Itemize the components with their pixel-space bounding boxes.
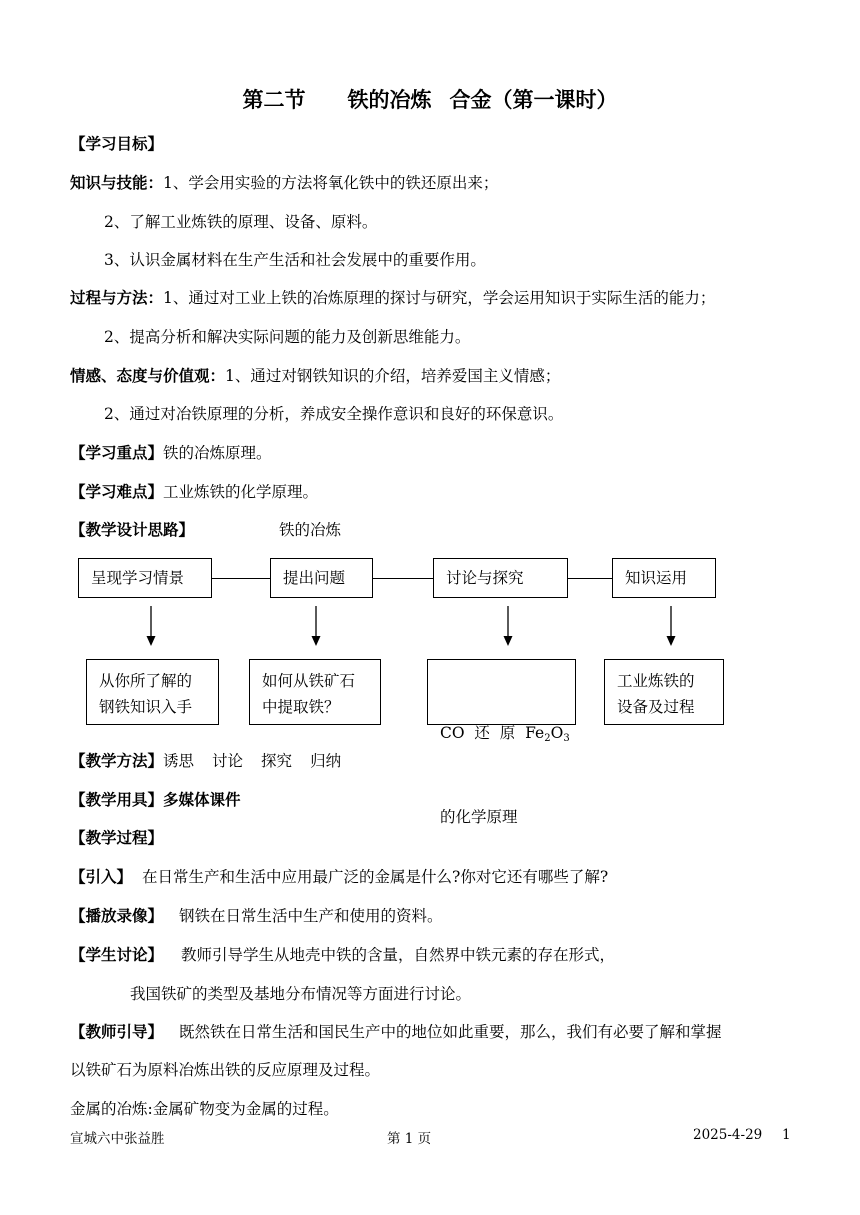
method-item: 讨论: [212, 752, 244, 770]
emotion-item-2: 2、通过对冶铁原理的分析，养成安全操作意识和良好的环保意识。: [104, 405, 564, 423]
title-topic: 铁的冶炼: [347, 88, 432, 112]
connector-line: [372, 578, 434, 579]
guide-text-2: 以铁矿石为原料冶炼出铁的反应原理及过程。: [70, 1061, 381, 1079]
video-line: [70, 904, 443, 926]
footer-date: 2025-4-29: [693, 1127, 763, 1143]
method-item: 诱思: [163, 752, 195, 770]
video-text: 钢铁在日常生活中生产和使用的资料。: [179, 907, 443, 925]
methods-line: [70, 749, 341, 771]
objectives-heading: 【学习目标】: [70, 135, 164, 153]
page-title: [0, 84, 860, 114]
difficulty-text: 工业炼铁的化学原理。: [163, 483, 319, 501]
knowledge-item-1: 1、学会用实验的方法将氧化铁中的铁还原出来；: [163, 174, 499, 192]
methods-label: 【教学方法】: [70, 752, 164, 770]
guide-label: 【教师引导】: [70, 1023, 164, 1041]
process-item-2: 2、提高分析和解决实际问题的能力及创新思维能力。: [104, 328, 471, 346]
video-label: 【播放录像】: [70, 907, 164, 925]
flow-step-discussion: 讨论与探究: [433, 558, 568, 598]
design-line: [70, 518, 194, 540]
process-heading: 【教学过程】: [70, 829, 164, 847]
flow-detail-line: 设备及过程: [617, 698, 695, 716]
flow-detail-knowledge: [86, 659, 219, 725]
flow-detail-principle: [427, 659, 576, 826]
key-point-text: 铁的冶炼原理。: [163, 444, 272, 462]
formula-text: O: [550, 724, 564, 742]
formula-subscript: 3: [563, 733, 570, 744]
title-subtopic: 合金（第一课时）: [449, 88, 618, 112]
discussion-text-1: 教师引导学生从地壳中铁的含量，自然界中铁元素的存在形式，: [181, 946, 616, 964]
design-label: 【教学设计思路】: [70, 521, 195, 539]
formula-subscript: 2: [544, 733, 551, 744]
discussion-label: 【学生讨论】: [70, 946, 164, 964]
flow-step-question: 提出问题: [270, 558, 373, 598]
smelting-definition: 金属的冶炼:金属矿物变为金属的过程。: [70, 1100, 339, 1118]
flow-detail-line: 工业炼铁的: [617, 672, 695, 690]
knowledge-label: 知识与技能：: [70, 174, 164, 192]
flow-detail-extract: [249, 659, 381, 725]
tools-text: 多媒体课件: [163, 791, 241, 809]
footer-author: 宣城六中张益胜: [70, 1131, 165, 1147]
knowledge-line-1: [70, 171, 498, 193]
guide-text-1: 既然铁在日常生活和国民生产中的地位如此重要，那么，我们有必要了解和掌握: [179, 1023, 722, 1041]
emotion-label: 情感、态度与价值观：: [70, 367, 226, 385]
tools-line: [70, 788, 241, 810]
down-arrow-icon: [310, 606, 322, 646]
flow-detail-line: 如何从铁矿石: [262, 672, 356, 690]
emotion-item-1: 1、通过对钢铁知识的介绍，培养爱国主义情感；: [225, 367, 561, 385]
footer-page-number: 1: [782, 1127, 791, 1143]
flow-detail-line: 的化学原理: [440, 808, 518, 826]
method-item: 归纳: [310, 752, 342, 770]
flow-step-application: 知识运用: [612, 558, 716, 598]
flow-detail-line: 钢铁知识入手: [99, 698, 193, 716]
intro-line: [70, 865, 608, 887]
process-label: 过程与方法：: [70, 289, 164, 307]
intro-text: 在日常生产和生活中应用最广泛的金属是什么?你对它还有哪些了解?: [142, 868, 609, 886]
guide-line: [70, 1020, 722, 1042]
difficulty-label: 【学习难点】: [70, 483, 164, 501]
design-topic: 铁的冶炼: [279, 521, 342, 539]
flow-detail-line: 从你所了解的: [99, 672, 193, 690]
connector-line: [567, 578, 613, 579]
method-item: 探究: [261, 752, 293, 770]
tools-label: 【教学用具】: [70, 791, 164, 809]
process-line-1: [70, 286, 715, 308]
flow-detail-line: 中提取铁？: [262, 698, 340, 716]
down-arrow-icon: [665, 606, 677, 646]
down-arrow-icon: [502, 606, 514, 646]
title-section: 第二节: [242, 88, 306, 112]
intro-label: 【引入】: [70, 868, 133, 886]
connector-line: [211, 578, 271, 579]
formula-text: CO 还 原 Fe: [440, 724, 545, 742]
emotion-line-1: [70, 364, 560, 386]
discussion-text-2: 我国铁矿的类型及基地分布情况等方面进行讨论。: [130, 985, 472, 1003]
discussion-line: [70, 943, 615, 965]
key-point-line: [70, 441, 272, 463]
flow-step-scenario: 呈现学习情景: [78, 558, 212, 598]
knowledge-item-3: 3、认识金属材料在生产生活和社会发展中的重要作用。: [104, 251, 486, 269]
difficulty-line: [70, 480, 318, 502]
knowledge-item-2: 2、了解工业炼铁的原理、设备、原料。: [104, 213, 378, 231]
process-item-1: 1、通过对工业上铁的冶炼原理的探讨与研究，学会运用知识于实际生活的能力；: [163, 289, 716, 307]
flow-detail-equipment: [604, 659, 724, 725]
footer-page: 第 1 页: [387, 1131, 432, 1147]
down-arrow-icon: [145, 606, 157, 646]
key-point-label: 【学习重点】: [70, 444, 164, 462]
flow-detail-line: [440, 720, 570, 752]
